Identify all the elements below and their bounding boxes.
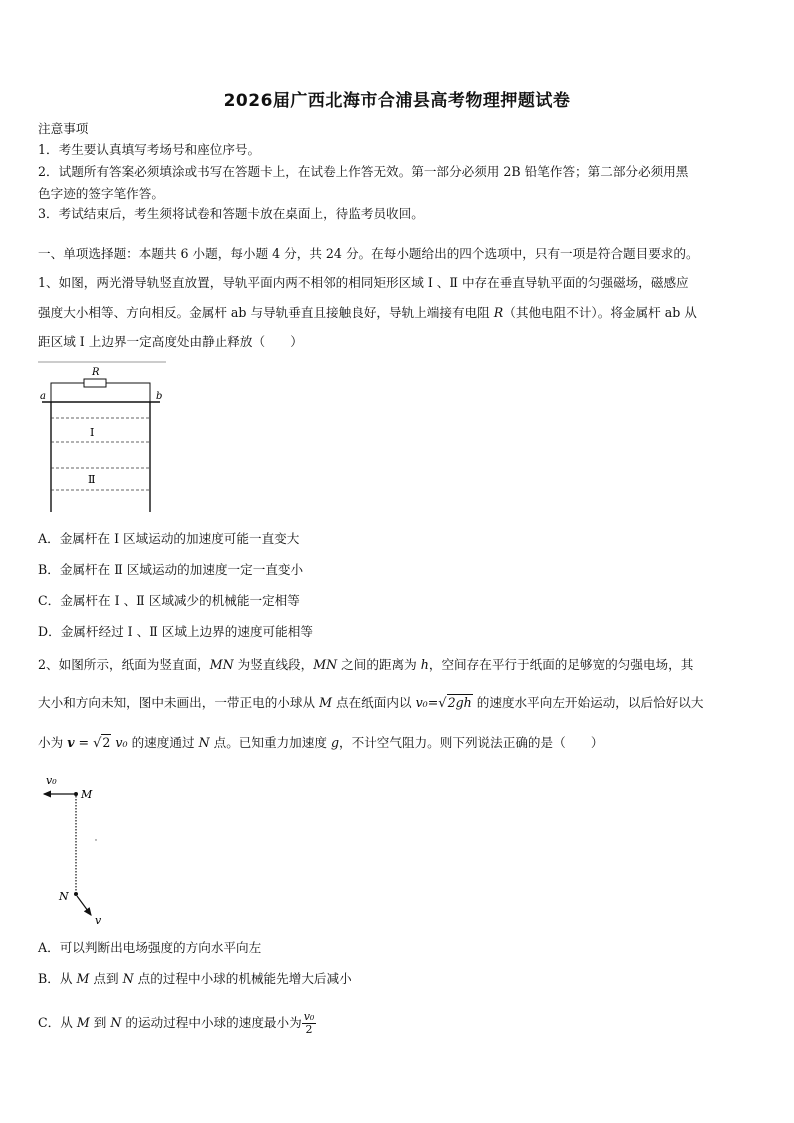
q2-var-M: M: [319, 695, 332, 710]
q2-var-v: v: [67, 735, 75, 750]
q2-text: 的运动过程中小球的速度最小为: [121, 1015, 302, 1030]
q2-text: 小为: [38, 735, 68, 750]
q2-text: 到: [89, 1015, 111, 1030]
fraction-numerator: v₀: [303, 1010, 315, 1023]
q2-text: 点到: [89, 971, 123, 986]
q2-stem-line-1: [38, 657, 760, 673]
v-arrow: [77, 896, 91, 915]
q2-var-h: h: [420, 657, 429, 672]
v-label: v: [95, 914, 102, 927]
resistor-symbol: [84, 379, 106, 387]
q2-var-MN: MN: [313, 657, 338, 672]
q1-text: （其他电阻不计）。将金属杆 ab 从: [503, 305, 697, 320]
v0-label: v₀: [46, 774, 57, 787]
rod-label-a: a: [40, 391, 46, 402]
resistor-label: R: [92, 367, 100, 378]
q2-text: C．从: [38, 1015, 77, 1030]
q2-var-MN: MN: [209, 657, 234, 672]
q2-text: 之间的距离为: [337, 657, 421, 672]
q1-var-R: R: [493, 305, 504, 320]
q2-text: B．从: [38, 971, 77, 986]
q2-var-v0: v₀: [111, 735, 128, 750]
q2-var-N: N: [110, 1015, 122, 1030]
note-item-2-cont: 色字迹的签字笔作答。: [38, 186, 164, 201]
point-M-label: M: [81, 788, 93, 801]
fraction-denominator: 2: [305, 1023, 313, 1036]
q2-radicand: 2gh: [447, 695, 472, 710]
q2-text: ，空间存在平行于纸面的足够宽的匀强电场，其: [428, 657, 694, 672]
q2-option-b: [38, 971, 352, 987]
resistor-wire: [106, 383, 150, 402]
q2-text: 大小和方向未知，图中未画出，一带正电的小球从: [38, 695, 320, 710]
q1-option-c: C．金属杆在 Ⅰ 、Ⅱ 区域减少的机械能一定相等: [38, 593, 300, 608]
q2-text: 的速度通过: [127, 735, 199, 750]
q2-text: 点。已知重力加速度: [209, 735, 331, 750]
point-M: [74, 792, 78, 796]
q1-stem-line-2: [38, 305, 760, 321]
q2-text: 点的过程中小球的机械能先增大后减小: [133, 971, 352, 986]
q1-stem-line-3: 距区域 Ⅰ 上边界一定高度处由静止释放（ ）: [38, 334, 303, 349]
point-N-label: N: [59, 890, 69, 903]
q2-var-N: N: [198, 735, 210, 750]
q2-radicand: 2: [102, 735, 111, 750]
note-item-2: 2．试题所有答案必须填涂或书写在答题卡上，在试卷上作答无效。第一部分必须用 2B 铅笔作答；第二部分必须用黑: [38, 164, 689, 179]
q1-option-a: A．金属杆在 Ⅰ 区域运动的加速度可能一直变大: [38, 531, 300, 546]
note-item-1: 1．考生要认真填写考场号和座位序号。: [38, 142, 261, 157]
q2-text: 的速度水平向左开始运动，以后恰好以大: [472, 695, 704, 710]
q1-option-d: D．金属杆经过 Ⅰ 、Ⅱ 区域上边界的速度可能相等: [38, 624, 313, 639]
q2-var-g: g: [330, 735, 340, 750]
point-N: [74, 892, 78, 896]
q2-var-M: M: [76, 1015, 90, 1030]
q2-text: 2、如图所示，纸面为竖直面，: [38, 657, 210, 672]
q2-var-M: M: [76, 971, 90, 986]
q1-text: 强度大小相等、方向相反。金属杆 ab 与导轨垂直且接触良好，导轨上端接有电阻: [38, 305, 494, 320]
section-heading: 一、单项选择题：本题共 6 小题，每小题 4 分，共 24 分。在每小题给出的四个选项中，只有一项是符合题目要求的。: [38, 246, 699, 261]
notes-heading: 注意事项: [38, 121, 89, 136]
q2-stem-line-2: [38, 694, 760, 712]
stray-dot: [95, 839, 96, 840]
q2-figure: [38, 770, 148, 930]
fraction: [302, 1011, 317, 1036]
q2-option-a: A．可以判断出电场强度的方向水平向左: [38, 940, 262, 955]
sqrt-sign: √: [93, 736, 102, 751]
q1-stem-line-1: 1、如图，两光滑导轨竖直放置，导轨平面内两不相邻的相同矩形区域 Ⅰ 、Ⅱ 中存在垂直导轨平面的匀强磁场，磁感应: [38, 275, 689, 290]
q2-text: =: [74, 735, 94, 750]
q1-figure: [38, 360, 168, 516]
q1-option-b: B．金属杆在 Ⅱ 区域运动的加速度一定一直变小: [38, 562, 304, 577]
q2-text: ，不计空气阻力。则下列说法正确的是（ ）: [339, 735, 604, 750]
note-item-3: 3．考试结束后，考生须将试卷和答题卡放在桌面上，待监考员收回。: [38, 206, 424, 221]
region-2-label: Ⅱ: [88, 473, 96, 486]
rod-label-b: b: [156, 391, 163, 402]
q2-text: 为竖直线段，: [233, 657, 314, 672]
q2-option-c: [38, 1011, 316, 1036]
region-1-label: Ⅰ: [90, 426, 95, 439]
page-title: 2026届广西北海市合浦县高考物理押题试卷: [223, 91, 571, 111]
sqrt-sign: √: [438, 696, 447, 711]
q2-var-v0: v₀=: [415, 695, 439, 710]
resistor-wire: [51, 383, 84, 402]
q2-text: 点在纸面内以: [331, 695, 416, 710]
q2-var-N: N: [122, 971, 134, 986]
q2-stem-line-3: [38, 734, 760, 752]
